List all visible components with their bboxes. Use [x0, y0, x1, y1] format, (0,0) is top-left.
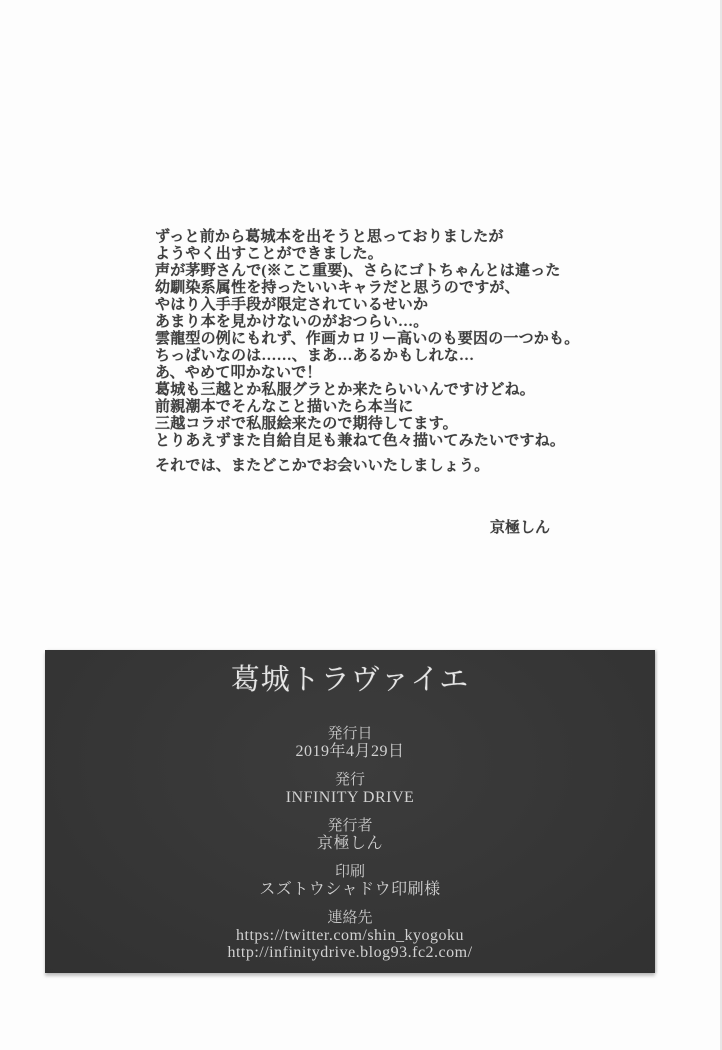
afterword-line: やはり入手手段が限定されているせいか	[155, 297, 429, 313]
printer-value: スズトウシャドウ印刷様	[259, 881, 441, 898]
colophon-section-author	[45, 818, 655, 852]
afterword-line: 前親潮本でそんなこと描いたら本当に	[155, 399, 414, 415]
afterword-blank-line	[155, 450, 605, 458]
colophon-section-publisher	[45, 772, 655, 806]
book-title: 葛城トラヴァイエ	[230, 664, 470, 696]
twitter-url: https://twitter.com/shin_kyogoku	[236, 927, 464, 944]
author-value: 京極しん	[316, 835, 383, 852]
afterword-line: あまり本を見かけないのがおつらい…。	[155, 314, 429, 330]
afterword-text	[155, 229, 605, 475]
blog-url: http://infinitydrive.blog93.fc2.com/	[227, 944, 473, 961]
afterword-line: 三越コラボで私服絵来たので期待してます。	[155, 416, 458, 432]
author-label: 発行者	[327, 818, 373, 834]
afterword-line: あ、やめて叩かないで！	[155, 365, 322, 381]
publication-date-value: 2019年4月29日	[295, 743, 405, 760]
afterword-line: 葛城も三越とか私服グラとか来たらいいんですけどね。	[155, 382, 536, 398]
contact-label: 連絡先	[327, 910, 373, 926]
colophon-box	[45, 650, 655, 973]
colophon-section-printer	[45, 864, 655, 898]
printer-label: 印刷	[334, 864, 365, 880]
afterword-line: 雲龍型の例にもれず、作画カロリー高いのも要因の一つかも。	[155, 331, 580, 347]
publication-date-label: 発行日	[327, 726, 373, 742]
publisher-value: INFINITY DRIVE	[285, 789, 415, 806]
afterword-closing-line: それでは、またどこかでお会いいたしましょう。	[155, 458, 490, 474]
author-signature: 京極しん	[490, 520, 551, 536]
afterword-line: ようやく出すことができました。	[155, 246, 384, 262]
colophon-section-contact	[45, 910, 655, 961]
afterword-line: ずっと前から葛城本を出そうと思っておりましたが	[155, 229, 504, 245]
afterword-line: 幼馴染系属性を持ったいいキャラだと思うのですが、	[155, 280, 520, 296]
colophon-section-publication-date	[45, 726, 655, 760]
afterword-line: 声が茅野さんで(※ここ重要)、さらにゴトちゃんとは違った	[155, 263, 561, 279]
publisher-label: 発行	[334, 772, 365, 788]
afterword-line: ちっぱいなのは……、まあ…あるかもしれな…	[155, 348, 475, 364]
afterword-line: とりあえずまた自給自足も兼ねて色々描いてみたいですね。	[155, 433, 566, 449]
